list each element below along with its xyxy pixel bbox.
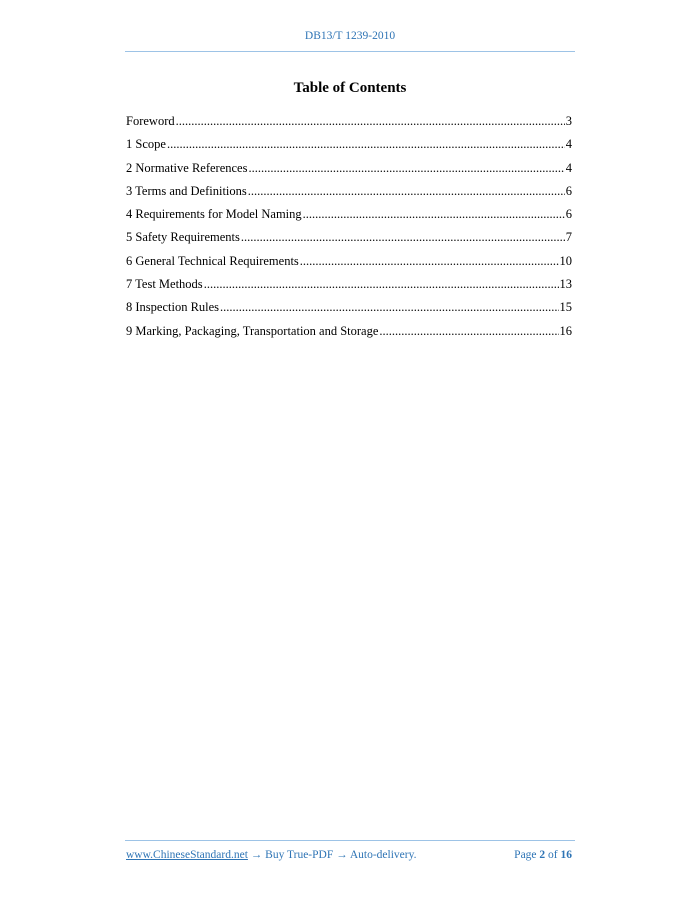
running-header	[0, 30, 700, 42]
toc-entry-page: 16	[559, 323, 572, 338]
toc-entry-label: 8 Inspection Rules	[126, 300, 220, 315]
toc-entry-label: Foreword	[126, 114, 175, 128]
toc-entry-page: 3	[565, 114, 572, 128]
toc-entry-label: 5 Safety Requirements	[126, 230, 240, 245]
toc-title: Table of Contents	[293, 80, 407, 96]
toc-entry-page: 4	[565, 137, 572, 152]
page-total: 16	[560, 849, 572, 861]
dot-leader	[379, 324, 558, 339]
toc-entry-page: 6	[565, 183, 572, 198]
toc-entry-label: 3 Terms and Definitions	[126, 183, 247, 198]
toc-entry-label: 6 General Technical Requirements	[126, 253, 299, 268]
dot-leader	[241, 230, 565, 245]
toc-entry-page: 6	[565, 207, 572, 222]
dot-leader	[248, 184, 565, 199]
dot-leader	[167, 137, 565, 152]
page-current: 2	[539, 849, 546, 861]
dot-leader	[248, 161, 564, 176]
dot-leader	[204, 277, 559, 292]
dot-leader	[300, 254, 559, 269]
toc-entry-label: 7 Test Methods	[126, 277, 203, 292]
dot-leader	[176, 114, 565, 129]
page-word: Page	[514, 849, 537, 861]
toc-entry-model-naming[interactable]	[126, 207, 572, 230]
toc-entry-label: 2 Normative References	[126, 160, 248, 175]
table-of-contents	[126, 114, 572, 347]
promo-text: → Buy True-PDF → Auto-delivery.	[247, 849, 417, 861]
toc-entry-general-technical[interactable]	[126, 254, 572, 277]
toc-entry-test-methods[interactable]	[126, 277, 572, 300]
footer-promo	[126, 849, 416, 861]
toc-entry-inspection-rules[interactable]	[126, 300, 572, 323]
toc-entry-normative-references[interactable]	[126, 161, 572, 184]
toc-entry-page: 13	[559, 277, 572, 292]
header-divider	[125, 51, 575, 52]
toc-entry-safety-requirements[interactable]	[126, 230, 572, 253]
toc-entry-page: 4	[565, 160, 572, 175]
toc-entry-marking-packaging[interactable]	[126, 324, 572, 347]
toc-entry-terms-definitions[interactable]	[126, 184, 572, 207]
toc-entry-label: 4 Requirements for Model Naming	[126, 207, 302, 222]
page-of: of	[548, 849, 558, 861]
dot-leader	[220, 300, 558, 315]
toc-entry-foreword[interactable]	[126, 114, 572, 137]
toc-entry-page: 10	[559, 253, 572, 268]
toc-entry-page: 15	[559, 300, 572, 315]
toc-entry-label: 1 Scope	[126, 137, 166, 152]
page-indicator	[514, 849, 572, 861]
document-code: DB13/T 1239-2010	[304, 30, 396, 42]
site-link[interactable]: www.ChineseStandard.net	[126, 849, 248, 861]
running-footer	[126, 849, 572, 861]
footer-divider	[125, 840, 575, 841]
toc-entry-page: 7	[565, 230, 572, 245]
dot-leader	[303, 207, 565, 222]
toc-entry-scope[interactable]	[126, 137, 572, 160]
toc-entry-label: 9 Marking, Packaging, Transportation and Storage	[126, 323, 379, 338]
